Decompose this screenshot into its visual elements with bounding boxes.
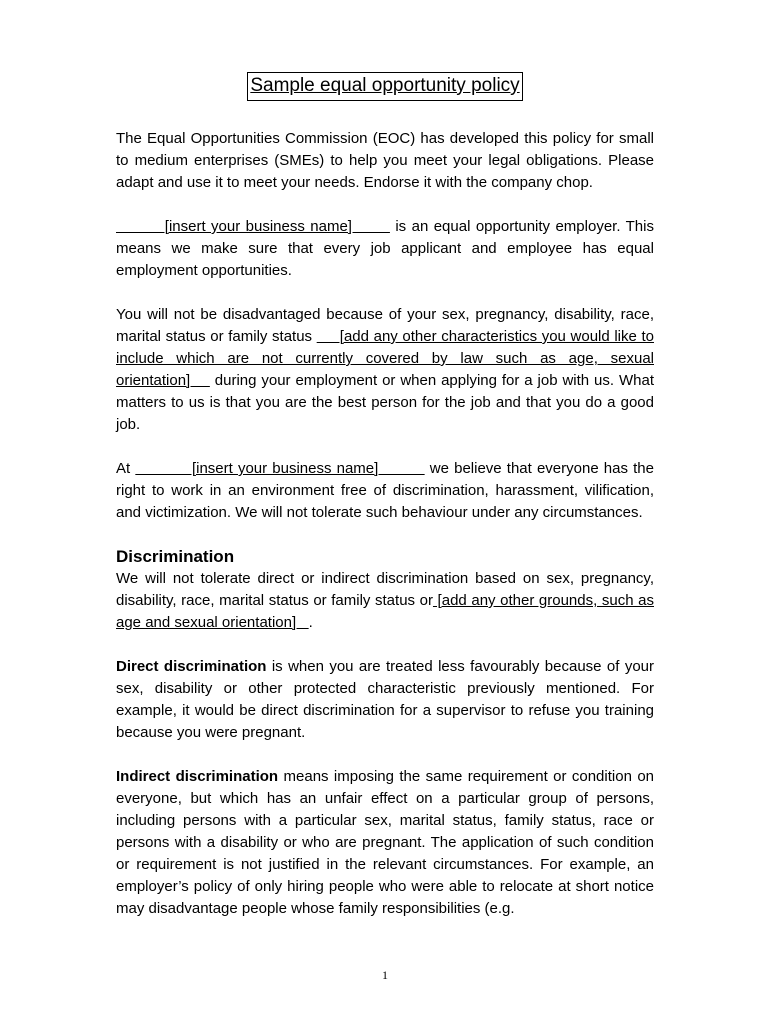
discrimination-heading: Discrimination	[116, 547, 235, 566]
disadvantage-text-after: during your employment or when applying for a job with us. What matters to us is that you are the best person for the job and that you do a good job.	[116, 372, 654, 433]
business-name-placeholder: [insert your business name]	[116, 218, 390, 235]
environment-text-before: At	[116, 460, 136, 477]
environment-text-after: we believe that everyone has the right to work in an environment free of discrimination, harassment, vilification, and victimization. We will not tolerate such behaviour under any circumstances.	[116, 460, 654, 521]
document-body	[116, 128, 654, 942]
page-number: 1	[382, 968, 388, 982]
business-name-placeholder-2: [insert your business name]	[135, 460, 425, 477]
direct-discrimination-term: Direct discrimination	[116, 658, 267, 675]
disadvantage-text-before: You will not be disadvantaged because of your sex, pregnancy, disability, race, marital status or family status	[116, 306, 654, 345]
document-title: Sample equal opportunity policy	[247, 72, 522, 101]
discrimination-paragraph	[116, 568, 654, 634]
environment-paragraph	[116, 458, 654, 524]
discrimination-text-before: We will not tolerate direct or indirect discrimination based on sex, pregnancy, disability, race, marital status or family status or	[116, 570, 654, 609]
title-container	[0, 72, 770, 101]
direct-discrimination-text: is when you are treated less favourably because of your sex, disability or other protected characteristic previously mentioned. For example, it would be direct discrimination for a supervisor to refuse you training because you were pregnant.	[116, 658, 654, 741]
indirect-discrimination-paragraph	[116, 766, 654, 920]
direct-discrimination-paragraph	[116, 656, 654, 744]
employer-statement-text: is an equal opportunity employer. This means we make sure that every job applicant and employee has equal employment opportunities.	[116, 218, 654, 279]
indirect-discrimination-term: Indirect discrimination	[116, 768, 279, 785]
indirect-discrimination-text: means imposing the same requirement or condition on everyone, but which has an unfair effect on a particular group of persons, including persons with a particular sex, marital status, family status, race or persons with a disability or who are pregnant. The application of such condition or requirement is not justified in the relevant circumstances. For example, an employer’s policy of only hiring people who were able to relocate at short notice may disadvantage people whose family responsibilities (e.g.	[116, 768, 654, 917]
employer-statement-paragraph	[116, 216, 654, 282]
characteristics-placeholder: [add any other characteristics you would like to include which are not currently covered by law such as age, sexual orientation]	[116, 328, 654, 389]
disadvantage-paragraph	[116, 304, 654, 436]
grounds-placeholder: [add any other grounds, such as age and sexual orientation]	[116, 592, 654, 631]
discrimination-text-after: .	[308, 614, 313, 631]
intro-paragraph: The Equal Opportunities Commission (EOC) has developed this policy for small to medium enterprises (SMEs) to help you meet your legal obligations. Please adapt and use it to meet your needs. Endorse it with the company chop.	[116, 130, 654, 191]
